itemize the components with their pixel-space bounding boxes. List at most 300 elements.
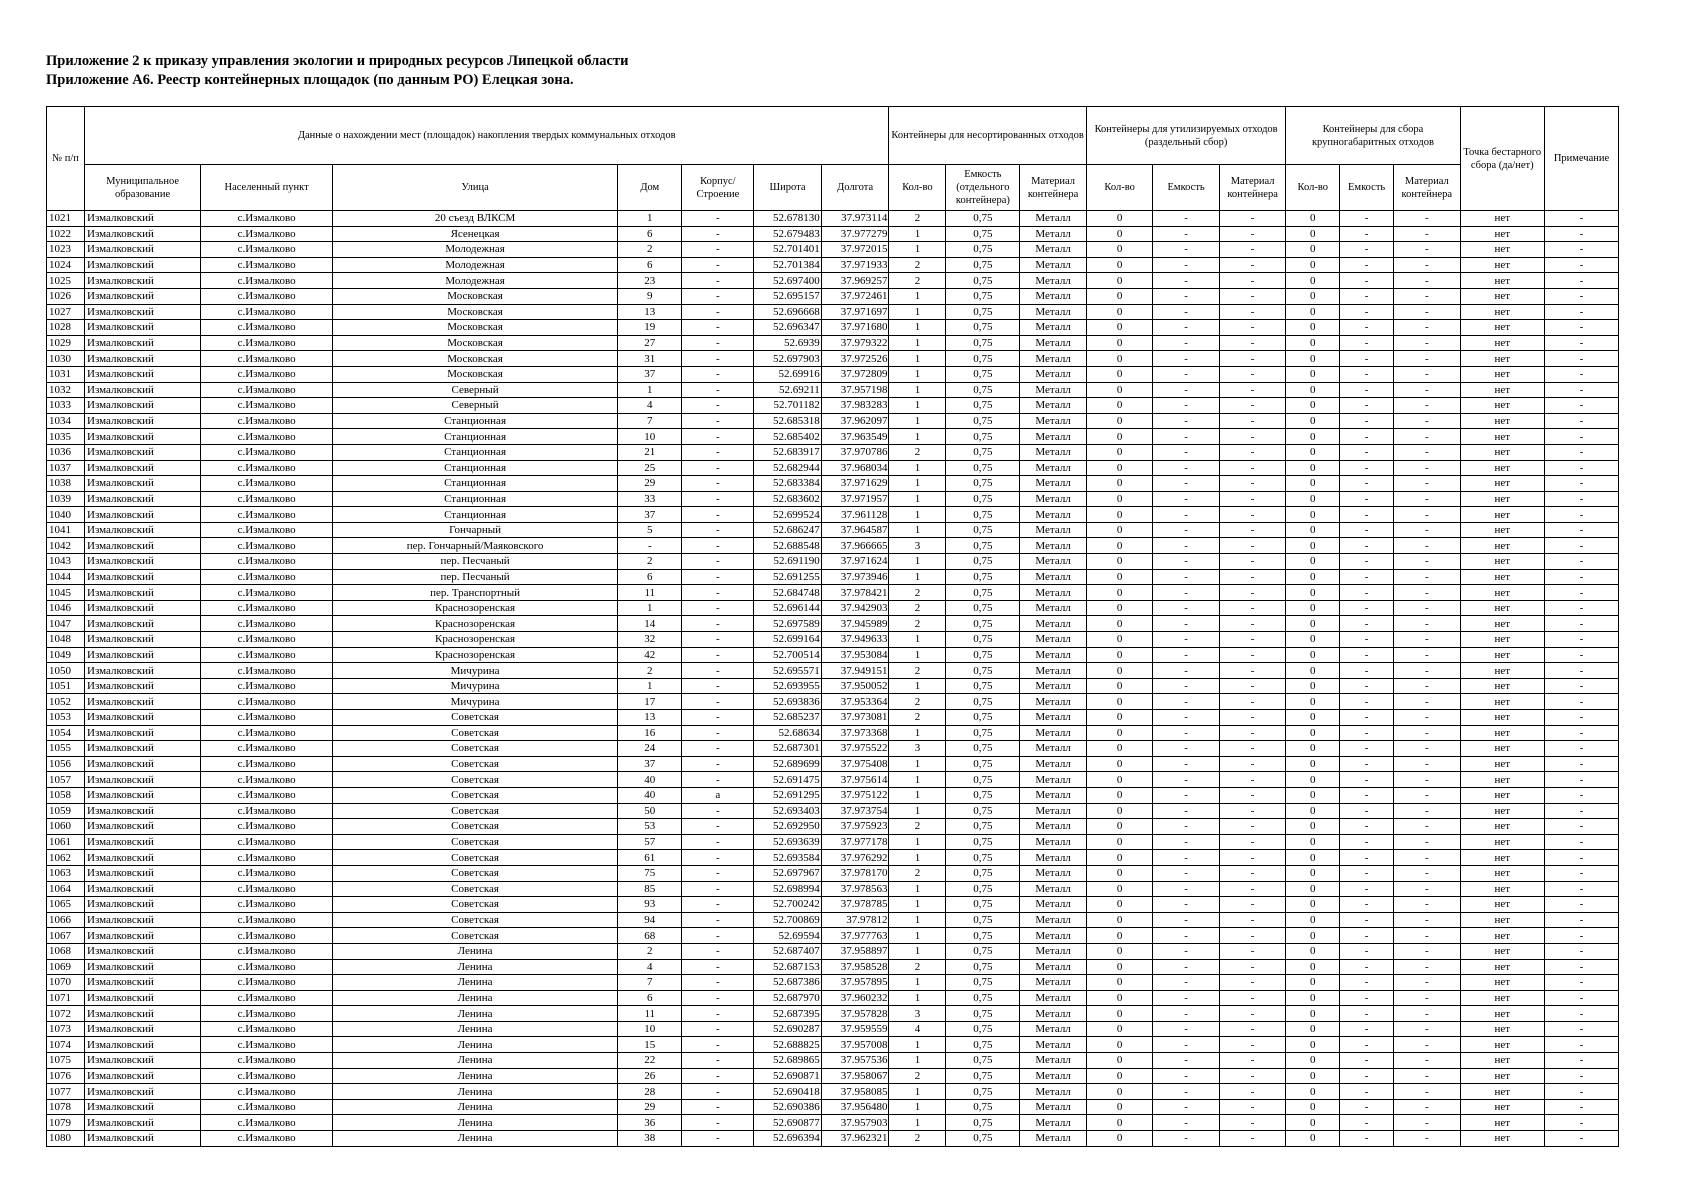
cell-mo: Измалковский xyxy=(85,429,201,445)
cell-count: 1 xyxy=(889,787,946,803)
cell-material: Металл xyxy=(1020,647,1087,663)
cell-lat: 52.696668 xyxy=(754,304,822,320)
cell-lon: 37.971957 xyxy=(821,491,889,507)
cell-capacity-3: - xyxy=(1340,881,1394,897)
cell-note: - xyxy=(1544,211,1618,227)
cell-point: нет xyxy=(1460,632,1544,648)
cell-num: 1031 xyxy=(47,366,85,382)
cell-lon: 37.978170 xyxy=(821,865,889,881)
cell-material-3: - xyxy=(1394,1099,1461,1115)
cell-count-2: 0 xyxy=(1086,476,1153,492)
cell-mo: Измалковский xyxy=(85,304,201,320)
cell-material-2: - xyxy=(1219,632,1286,648)
cell-street: Советская xyxy=(333,725,618,741)
cell-capacity-2: - xyxy=(1153,522,1220,538)
cell-count-2: 0 xyxy=(1086,600,1153,616)
cell-count: 1 xyxy=(889,569,946,585)
cell-settlement: с.Измалково xyxy=(201,1115,333,1131)
cell-material-3: - xyxy=(1394,304,1461,320)
cell-count-2: 0 xyxy=(1086,398,1153,414)
cell-capacity-3: - xyxy=(1340,1037,1394,1053)
table-row xyxy=(47,288,1619,304)
cell-count: 1 xyxy=(889,975,946,991)
cell-lon: 37.97812 xyxy=(821,912,889,928)
cell-capacity-each: 0,75 xyxy=(946,928,1020,944)
cell-capacity-2: - xyxy=(1153,1084,1220,1100)
cell-house: 7 xyxy=(618,413,682,429)
cell-material-3: - xyxy=(1394,366,1461,382)
cell-count-3: 0 xyxy=(1286,663,1340,679)
cell-material-2: - xyxy=(1219,725,1286,741)
table-row xyxy=(47,522,1619,538)
cell-count-2: 0 xyxy=(1086,429,1153,445)
table-row xyxy=(47,1084,1619,1100)
cell-capacity-3: - xyxy=(1340,1068,1394,1084)
cell-material: Металл xyxy=(1020,959,1087,975)
cell-lat: 52.696144 xyxy=(754,600,822,616)
cell-material: Металл xyxy=(1020,1068,1087,1084)
cell-material: Металл xyxy=(1020,351,1087,367)
table-row xyxy=(47,335,1619,351)
cell-lat: 52.679483 xyxy=(754,226,822,242)
cell-material-3: - xyxy=(1394,1084,1461,1100)
cell-settlement: с.Измалково xyxy=(201,1037,333,1053)
cell-lat: 52.690386 xyxy=(754,1099,822,1115)
cell-capacity-each: 0,75 xyxy=(946,476,1020,492)
cell-lat: 52.687301 xyxy=(754,741,822,757)
cell-lat: 52.690877 xyxy=(754,1115,822,1131)
cell-capacity-each: 0,75 xyxy=(946,211,1020,227)
cell-capacity-each: 0,75 xyxy=(946,585,1020,601)
cell-material-3: - xyxy=(1394,320,1461,336)
header-bulky-group: Контейнеры для сбора крупногабаритных отходов xyxy=(1286,107,1460,165)
cell-lat: 52.693584 xyxy=(754,850,822,866)
cell-capacity-3: - xyxy=(1340,834,1394,850)
cell-note: - xyxy=(1544,569,1618,585)
cell-note: - xyxy=(1544,242,1618,258)
cell-house: 1 xyxy=(618,211,682,227)
cell-capacity-3: - xyxy=(1340,600,1394,616)
cell-lat: 52.683602 xyxy=(754,491,822,507)
cell-count-2: 0 xyxy=(1086,1037,1153,1053)
cell-count-2: 0 xyxy=(1086,211,1153,227)
cell-lat: 52.685237 xyxy=(754,710,822,726)
cell-house: 17 xyxy=(618,694,682,710)
cell-lon: 37.960232 xyxy=(821,990,889,1006)
cell-count: 1 xyxy=(889,522,946,538)
cell-mo: Измалковский xyxy=(85,1131,201,1147)
cell-num: 1060 xyxy=(47,819,85,835)
cell-street: Советская xyxy=(333,865,618,881)
cell-capacity-3: - xyxy=(1340,522,1394,538)
cell-point: нет xyxy=(1460,787,1544,803)
cell-lon: 37.972809 xyxy=(821,366,889,382)
cell-num: 1024 xyxy=(47,257,85,273)
cell-capacity-2: - xyxy=(1153,865,1220,881)
cell-point: нет xyxy=(1460,756,1544,772)
cell-num: 1076 xyxy=(47,1068,85,1084)
cell-street: Ленина xyxy=(333,1084,618,1100)
cell-point: нет xyxy=(1460,1115,1544,1131)
cell-count-2: 0 xyxy=(1086,491,1153,507)
table-row xyxy=(47,912,1619,928)
cell-street: Краснозоренская xyxy=(333,600,618,616)
cell-material-2: - xyxy=(1219,694,1286,710)
cell-capacity-2: - xyxy=(1153,1115,1220,1131)
table-row xyxy=(47,897,1619,913)
table-row xyxy=(47,460,1619,476)
cell-mo: Измалковский xyxy=(85,912,201,928)
cell-lon: 37.958067 xyxy=(821,1068,889,1084)
registry-table xyxy=(46,106,1619,1147)
cell-material-2: - xyxy=(1219,881,1286,897)
cell-lon: 37.949151 xyxy=(821,663,889,679)
cell-house: 61 xyxy=(618,850,682,866)
cell-num: 1047 xyxy=(47,616,85,632)
cell-mo: Измалковский xyxy=(85,554,201,570)
cell-house: 7 xyxy=(618,975,682,991)
cell-capacity-2: - xyxy=(1153,912,1220,928)
cell-lon: 37.959559 xyxy=(821,1021,889,1037)
cell-count-2: 0 xyxy=(1086,585,1153,601)
cell-count-2: 0 xyxy=(1086,928,1153,944)
cell-count-2: 0 xyxy=(1086,912,1153,928)
cell-count-2: 0 xyxy=(1086,1084,1153,1100)
cell-capacity-3: - xyxy=(1340,1084,1394,1100)
cell-mo: Измалковский xyxy=(85,834,201,850)
cell-lat: 52.700242 xyxy=(754,897,822,913)
cell-capacity-2: - xyxy=(1153,351,1220,367)
cell-capacity-2: - xyxy=(1153,211,1220,227)
cell-lon: 37.949633 xyxy=(821,632,889,648)
cell-material: Металл xyxy=(1020,507,1087,523)
cell-street: Советская xyxy=(333,741,618,757)
cell-street: Станционная xyxy=(333,460,618,476)
cell-capacity-3: - xyxy=(1340,226,1394,242)
cell-house: 11 xyxy=(618,1006,682,1022)
cell-count-2: 0 xyxy=(1086,975,1153,991)
cell-count-3: 0 xyxy=(1286,522,1340,538)
cell-material: Металл xyxy=(1020,803,1087,819)
cell-street: пер. Транспортный xyxy=(333,585,618,601)
cell-settlement: с.Измалково xyxy=(201,554,333,570)
cell-capacity-2: - xyxy=(1153,663,1220,679)
cell-count: 2 xyxy=(889,585,946,601)
cell-street: Ленина xyxy=(333,1006,618,1022)
cell-house: 13 xyxy=(618,304,682,320)
cell-note: - xyxy=(1544,398,1618,414)
cell-house: 42 xyxy=(618,647,682,663)
cell-building: - xyxy=(682,943,754,959)
cell-capacity-each: 0,75 xyxy=(946,273,1020,289)
cell-num: 1053 xyxy=(47,710,85,726)
cell-count-3: 0 xyxy=(1286,304,1340,320)
table-row xyxy=(47,1006,1619,1022)
cell-street: Советская xyxy=(333,710,618,726)
cell-capacity-2: - xyxy=(1153,444,1220,460)
cell-house: 68 xyxy=(618,928,682,944)
cell-point: нет xyxy=(1460,554,1544,570)
cell-house: 24 xyxy=(618,741,682,757)
cell-count-3: 0 xyxy=(1286,554,1340,570)
cell-material: Металл xyxy=(1020,632,1087,648)
cell-capacity-3: - xyxy=(1340,413,1394,429)
cell-capacity-each: 0,75 xyxy=(946,460,1020,476)
cell-mo: Измалковский xyxy=(85,226,201,242)
cell-street: Мичурина xyxy=(333,663,618,679)
cell-lat: 52.697967 xyxy=(754,865,822,881)
table-row xyxy=(47,491,1619,507)
cell-settlement: с.Измалково xyxy=(201,912,333,928)
cell-lon: 37.962097 xyxy=(821,413,889,429)
cell-num: 1059 xyxy=(47,803,85,819)
cell-material-2: - xyxy=(1219,507,1286,523)
cell-house: 85 xyxy=(618,881,682,897)
cell-street: Северный xyxy=(333,382,618,398)
cell-capacity-3: - xyxy=(1340,320,1394,336)
cell-material-3: - xyxy=(1394,444,1461,460)
cell-lon: 37.957008 xyxy=(821,1037,889,1053)
cell-material: Металл xyxy=(1020,335,1087,351)
cell-point: нет xyxy=(1460,444,1544,460)
cell-note: - xyxy=(1544,897,1618,913)
cell-lat: 52.687395 xyxy=(754,1006,822,1022)
cell-mo: Измалковский xyxy=(85,725,201,741)
cell-lon: 37.971697 xyxy=(821,304,889,320)
cell-note: - xyxy=(1544,741,1618,757)
cell-capacity-each: 0,75 xyxy=(946,320,1020,336)
cell-capacity-2: - xyxy=(1153,569,1220,585)
cell-point: нет xyxy=(1460,476,1544,492)
cell-capacity-each: 0,75 xyxy=(946,304,1020,320)
header-street: Улица xyxy=(333,165,618,211)
cell-building: - xyxy=(682,398,754,414)
cell-settlement: с.Измалково xyxy=(201,366,333,382)
cell-lon: 37.956480 xyxy=(821,1099,889,1115)
cell-material: Металл xyxy=(1020,1037,1087,1053)
cell-lon: 37.957895 xyxy=(821,975,889,991)
cell-material-2: - xyxy=(1219,678,1286,694)
cell-settlement: с.Измалково xyxy=(201,959,333,975)
cell-settlement: с.Измалково xyxy=(201,476,333,492)
cell-point: нет xyxy=(1460,647,1544,663)
cell-lat: 52.6939 xyxy=(754,335,822,351)
cell-lon: 37.953084 xyxy=(821,647,889,663)
cell-mo: Измалковский xyxy=(85,975,201,991)
cell-num: 1048 xyxy=(47,632,85,648)
cell-mo: Измалковский xyxy=(85,850,201,866)
cell-material-3: - xyxy=(1394,756,1461,772)
cell-building: - xyxy=(682,226,754,242)
cell-capacity-3: - xyxy=(1340,1006,1394,1022)
cell-mo: Измалковский xyxy=(85,803,201,819)
cell-material-2: - xyxy=(1219,476,1286,492)
cell-note: - xyxy=(1544,585,1618,601)
cell-point: нет xyxy=(1460,507,1544,523)
cell-num: 1074 xyxy=(47,1037,85,1053)
cell-material-2: - xyxy=(1219,1084,1286,1100)
cell-material-2: - xyxy=(1219,1131,1286,1147)
cell-material-3: - xyxy=(1394,725,1461,741)
cell-point: нет xyxy=(1460,850,1544,866)
cell-material-3: - xyxy=(1394,600,1461,616)
cell-house: 6 xyxy=(618,569,682,585)
header-count-3: Кол-во xyxy=(1286,165,1340,211)
cell-lon: 37.978563 xyxy=(821,881,889,897)
cell-building: - xyxy=(682,1068,754,1084)
cell-count: 1 xyxy=(889,366,946,382)
cell-street: Молодежная xyxy=(333,273,618,289)
cell-capacity-3: - xyxy=(1340,538,1394,554)
cell-street: Станционная xyxy=(333,476,618,492)
cell-building: - xyxy=(682,756,754,772)
table-row xyxy=(47,881,1619,897)
cell-num: 1036 xyxy=(47,444,85,460)
cell-mo: Измалковский xyxy=(85,787,201,803)
table-row xyxy=(47,398,1619,414)
cell-mo: Измалковский xyxy=(85,242,201,258)
cell-count-2: 0 xyxy=(1086,725,1153,741)
cell-count: 1 xyxy=(889,491,946,507)
cell-count-2: 0 xyxy=(1086,787,1153,803)
cell-point: нет xyxy=(1460,460,1544,476)
cell-note: - xyxy=(1544,413,1618,429)
cell-capacity-each: 0,75 xyxy=(946,819,1020,835)
cell-capacity-2: - xyxy=(1153,1131,1220,1147)
table-row xyxy=(47,366,1619,382)
cell-building: - xyxy=(682,865,754,881)
cell-house: 11 xyxy=(618,585,682,601)
cell-house: 2 xyxy=(618,663,682,679)
cell-capacity-2: - xyxy=(1153,538,1220,554)
cell-capacity-2: - xyxy=(1153,943,1220,959)
cell-count-2: 0 xyxy=(1086,881,1153,897)
cell-material-2: - xyxy=(1219,460,1286,476)
cell-street: Молодежная xyxy=(333,242,618,258)
cell-lon: 37.957903 xyxy=(821,1115,889,1131)
cell-note: - xyxy=(1544,819,1618,835)
cell-num: 1056 xyxy=(47,756,85,772)
cell-note: - xyxy=(1544,429,1618,445)
cell-lat: 52.700869 xyxy=(754,912,822,928)
cell-note: - xyxy=(1544,600,1618,616)
cell-capacity-each: 0,75 xyxy=(946,943,1020,959)
cell-count: 1 xyxy=(889,382,946,398)
cell-mo: Измалковский xyxy=(85,632,201,648)
cell-lat: 52.687407 xyxy=(754,943,822,959)
cell-material-3: - xyxy=(1394,226,1461,242)
cell-lat: 52.685402 xyxy=(754,429,822,445)
cell-house: 40 xyxy=(618,772,682,788)
cell-num: 1043 xyxy=(47,554,85,570)
cell-count-2: 0 xyxy=(1086,694,1153,710)
cell-material: Металл xyxy=(1020,850,1087,866)
table-row xyxy=(47,211,1619,227)
cell-count-2: 0 xyxy=(1086,1053,1153,1069)
cell-material-2: - xyxy=(1219,600,1286,616)
cell-point: нет xyxy=(1460,897,1544,913)
cell-capacity-each: 0,75 xyxy=(946,803,1020,819)
cell-lat: 52.686247 xyxy=(754,522,822,538)
cell-lon: 37.973754 xyxy=(821,803,889,819)
cell-capacity-3: - xyxy=(1340,242,1394,258)
cell-street: Советская xyxy=(333,803,618,819)
cell-material-3: - xyxy=(1394,928,1461,944)
cell-capacity-3: - xyxy=(1340,647,1394,663)
cell-settlement: с.Измалково xyxy=(201,335,333,351)
cell-count: 1 xyxy=(889,335,946,351)
header-mixed-group: Контейнеры для несортированных отходов xyxy=(889,107,1086,165)
cell-count: 3 xyxy=(889,741,946,757)
cell-material: Металл xyxy=(1020,538,1087,554)
cell-settlement: с.Измалково xyxy=(201,819,333,835)
cell-note: - xyxy=(1544,382,1618,398)
cell-material-3: - xyxy=(1394,819,1461,835)
cell-note: - xyxy=(1544,725,1618,741)
cell-count-3: 0 xyxy=(1286,226,1340,242)
cell-house: 29 xyxy=(618,1099,682,1115)
cell-lon: 37.975522 xyxy=(821,741,889,757)
cell-capacity-each: 0,75 xyxy=(946,694,1020,710)
cell-material-2: - xyxy=(1219,288,1286,304)
cell-house: 13 xyxy=(618,710,682,726)
cell-count: 1 xyxy=(889,850,946,866)
cell-lat: 52.699164 xyxy=(754,632,822,648)
cell-lat: 52.696394 xyxy=(754,1131,822,1147)
cell-building: - xyxy=(682,616,754,632)
cell-num: 1040 xyxy=(47,507,85,523)
cell-capacity-3: - xyxy=(1340,678,1394,694)
cell-material-3: - xyxy=(1394,632,1461,648)
header-note: Примечание xyxy=(1544,107,1618,211)
cell-settlement: с.Измалково xyxy=(201,990,333,1006)
table-row xyxy=(47,1037,1619,1053)
cell-capacity-each: 0,75 xyxy=(946,288,1020,304)
cell-material: Металл xyxy=(1020,476,1087,492)
cell-street: Московская xyxy=(333,351,618,367)
cell-material: Металл xyxy=(1020,522,1087,538)
cell-point: нет xyxy=(1460,834,1544,850)
cell-street: Советская xyxy=(333,756,618,772)
cell-point: нет xyxy=(1460,304,1544,320)
cell-material-3: - xyxy=(1394,1037,1461,1053)
cell-street: Советская xyxy=(333,881,618,897)
cell-mo: Измалковский xyxy=(85,288,201,304)
cell-count-3: 0 xyxy=(1286,990,1340,1006)
cell-note: - xyxy=(1544,444,1618,460)
cell-mo: Измалковский xyxy=(85,444,201,460)
cell-mo: Измалковский xyxy=(85,1053,201,1069)
cell-street: Краснозоренская xyxy=(333,632,618,648)
cell-count-2: 0 xyxy=(1086,647,1153,663)
cell-material-3: - xyxy=(1394,476,1461,492)
cell-material-3: - xyxy=(1394,1068,1461,1084)
cell-building: - xyxy=(682,522,754,538)
cell-material: Металл xyxy=(1020,304,1087,320)
cell-count: 2 xyxy=(889,211,946,227)
cell-capacity-each: 0,75 xyxy=(946,242,1020,258)
cell-capacity-2: - xyxy=(1153,803,1220,819)
cell-capacity-2: - xyxy=(1153,398,1220,414)
cell-count-2: 0 xyxy=(1086,834,1153,850)
table-row xyxy=(47,928,1619,944)
cell-street: Ленина xyxy=(333,1115,618,1131)
cell-street: Мичурина xyxy=(333,694,618,710)
cell-capacity-3: - xyxy=(1340,803,1394,819)
cell-material-2: - xyxy=(1219,538,1286,554)
cell-street: Советская xyxy=(333,772,618,788)
cell-building: - xyxy=(682,460,754,476)
